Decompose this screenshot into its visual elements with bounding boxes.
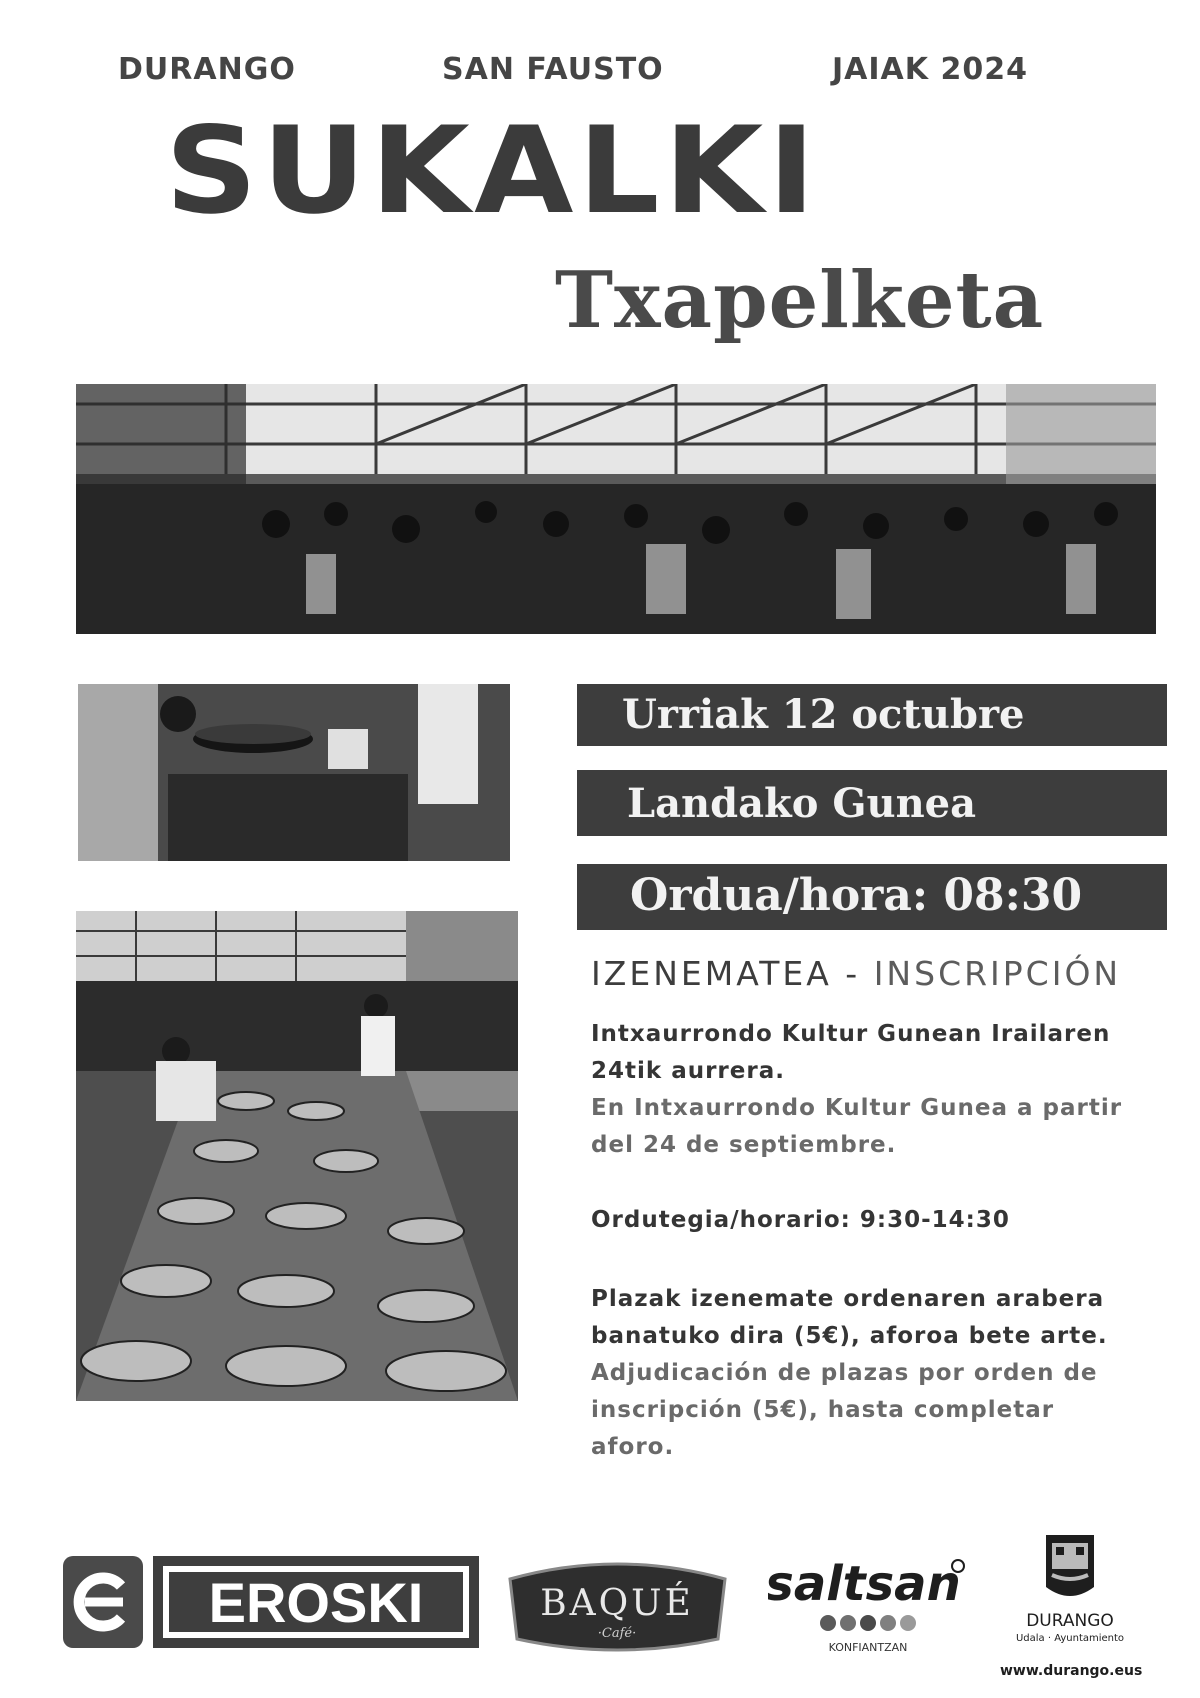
baque-cafe-text: ·Café· xyxy=(597,1626,637,1641)
places-es-line-2: inscripción (5€), hasta completar xyxy=(591,1397,1055,1423)
durango-logo-name: DURANGO xyxy=(1026,1611,1114,1631)
places-es-line-3: aforo. xyxy=(591,1434,675,1460)
schedule-text: Ordutegia/horario: 9:30-14:30 xyxy=(591,1207,1010,1233)
header-city: DURANGO xyxy=(118,52,296,87)
saltsan-text: saltsan xyxy=(768,1556,961,1612)
registration-heading-es: INSCRIPCIÓN xyxy=(873,954,1122,993)
where-es-line-1: En Intxaurrondo Kultur Gunea a partir xyxy=(591,1095,1123,1121)
places-eu-line-2: banatuko dira (5€), aforoa bete arte. xyxy=(591,1323,1108,1349)
page-title: SUKALKI xyxy=(165,102,820,241)
where-es-line-2: del 24 de septiembre. xyxy=(591,1132,897,1158)
paella-cooking-photo xyxy=(78,684,510,861)
time-text: Ordua/hora: 08:30 xyxy=(630,870,1083,921)
saltsan-logo xyxy=(768,1548,968,1658)
durango-logo-sub: Udala · Ayuntamiento xyxy=(1015,1633,1125,1644)
saltsan-tagline: KONFIANTZAN xyxy=(828,1641,908,1654)
eroski-logo xyxy=(63,1556,479,1648)
date-text: Urriak 12 octubre xyxy=(622,691,1025,738)
places-eu-line-1: Plazak izenemate ordenaren arabera xyxy=(591,1286,1105,1312)
where-eu-line-1: Intxaurrondo Kultur Gunean Irailaren xyxy=(591,1021,1111,1047)
header-festival: SAN FAUSTO xyxy=(442,52,664,87)
place-bar xyxy=(577,770,1167,836)
page-subtitle: Txapelketa xyxy=(555,255,1045,346)
pots-table-photo xyxy=(76,911,518,1401)
time-bar xyxy=(577,864,1167,930)
header-year: JAIAK 2024 xyxy=(832,52,1028,87)
eroski-text: EROSKI xyxy=(208,1571,424,1634)
where-eu-line-2: 24tik aurrera. xyxy=(591,1058,785,1084)
baque-cafe-logo xyxy=(500,1549,735,1661)
baque-text: BAQUÉ xyxy=(540,1583,694,1624)
durango-shield-icon xyxy=(1046,1535,1094,1596)
registration-heading xyxy=(591,954,1121,993)
registration-heading-eu: IZENEMATEA - xyxy=(591,954,861,993)
durango-council-logo xyxy=(1000,1529,1143,1689)
date-bar xyxy=(577,684,1167,746)
crowd-hall-photo xyxy=(76,384,1156,634)
place-text: Landako Gunea xyxy=(627,780,977,827)
places-es-line-1: Adjudicación de plazas por orden de xyxy=(591,1360,1098,1386)
website-link[interactable]: www.durango.eus xyxy=(1000,1663,1143,1679)
